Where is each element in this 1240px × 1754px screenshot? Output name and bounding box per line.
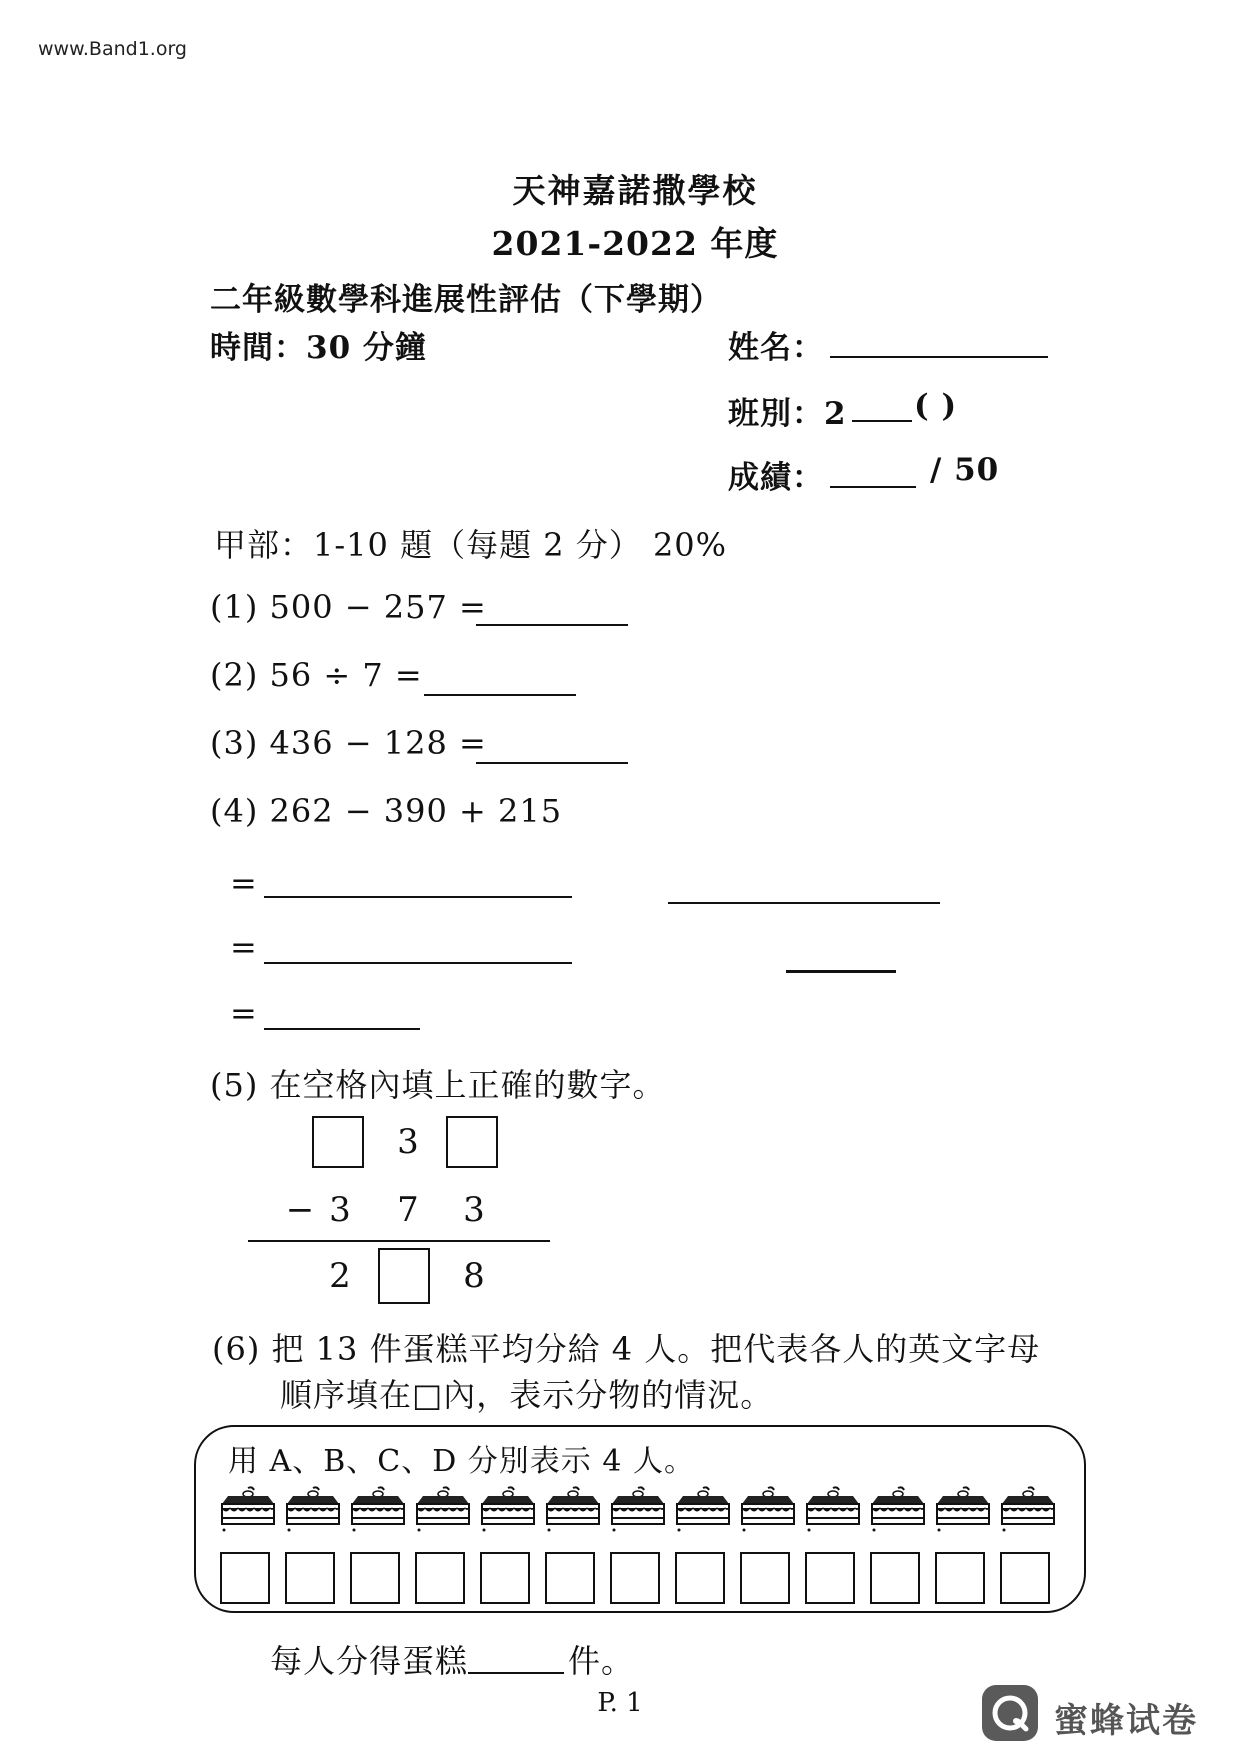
- cake-icon: [868, 1484, 928, 1532]
- cake-answer-box[interactable]: [545, 1552, 595, 1604]
- q5-subtrahend-hundreds: 3: [329, 1190, 351, 1230]
- class-label: 班別：2: [728, 396, 847, 432]
- time-label: 時間：30 分鐘: [210, 330, 427, 366]
- cake-icon: [673, 1484, 733, 1532]
- class-number-paren: ( ): [914, 388, 958, 424]
- cake-icon: [933, 1484, 993, 1532]
- question-4-blank-1[interactable]: [264, 896, 572, 898]
- question-4-equals-1: =: [230, 864, 258, 902]
- question-6-result-prefix: 每人分得蛋糕: [270, 1642, 469, 1680]
- question-3-answer-blank[interactable]: [476, 762, 628, 764]
- q5-result-ones: 8: [463, 1256, 485, 1296]
- cake-answer-box[interactable]: [610, 1552, 660, 1604]
- q5-blank-ones[interactable]: [446, 1116, 498, 1168]
- cake-answer-box[interactable]: [350, 1552, 400, 1604]
- cake-answer-box[interactable]: [805, 1552, 855, 1604]
- score-total: / 50: [930, 452, 1000, 488]
- question-6-line-2: 順序填在□內，表示分物的情況。: [280, 1376, 774, 1414]
- cake-answer-box[interactable]: [1000, 1552, 1050, 1604]
- cake-icon: [283, 1484, 343, 1532]
- cake-icon: [478, 1484, 538, 1532]
- scan-mark-line: [668, 902, 940, 904]
- q5-blank-hundreds[interactable]: [312, 1116, 364, 1168]
- cake-answer-box[interactable]: [285, 1552, 335, 1604]
- question-1: (1) 500 − 257 =: [210, 588, 487, 626]
- q5-minus-sign: −: [285, 1190, 315, 1230]
- watermark-logo-icon: [982, 1685, 1038, 1741]
- question-5: (5) 在空格內填上正確的數字。: [210, 1066, 666, 1104]
- watermark: [982, 1685, 1212, 1745]
- question-3: (3) 436 − 128 =: [210, 724, 487, 762]
- score-label: 成績：: [728, 460, 824, 496]
- cake-answer-box[interactable]: [675, 1552, 725, 1604]
- q5-subtrahend-ones: 3: [463, 1190, 485, 1230]
- score-blank[interactable]: [830, 486, 916, 488]
- question-4-blank-3[interactable]: [264, 1028, 420, 1030]
- question-1-answer-blank[interactable]: [476, 624, 628, 626]
- class-blank[interactable]: [852, 420, 912, 422]
- scan-mark-dash: [786, 970, 896, 973]
- cake-icon: [348, 1484, 408, 1532]
- cake-icon: [803, 1484, 863, 1532]
- cake-icon: [218, 1484, 278, 1532]
- question-6-result-blank[interactable]: [468, 1672, 564, 1674]
- school-name: 天神嘉諾撒學校: [512, 171, 758, 210]
- cake-answer-box[interactable]: [220, 1552, 270, 1604]
- cake-icon: [413, 1484, 473, 1532]
- q5-result-hundreds: 2: [329, 1256, 351, 1296]
- cake-answer-box[interactable]: [740, 1552, 790, 1604]
- question-6-instruction: 用 A、B、C、D 分別表示 4 人。: [228, 1444, 695, 1479]
- cake-answer-box[interactable]: [415, 1552, 465, 1604]
- cake-icon: [608, 1484, 668, 1532]
- cake-answer-box[interactable]: [870, 1552, 920, 1604]
- question-2-answer-blank[interactable]: [424, 694, 576, 696]
- page-number: P. 1: [597, 1688, 643, 1718]
- source-url: www.Band1.org: [38, 38, 187, 60]
- q5-subtrahend-tens: 7: [397, 1190, 419, 1230]
- question-2: (2) 56 ÷ 7 =: [210, 656, 423, 694]
- cake-answer-box[interactable]: [480, 1552, 530, 1604]
- question-4-equals-3: =: [230, 994, 258, 1032]
- exam-title: 二年級數學科進展性評估（下學期）: [210, 282, 722, 318]
- q5-sum-rule: [248, 1240, 550, 1242]
- cake-icon: [998, 1484, 1058, 1532]
- q5-top-tens-digit: 3: [397, 1122, 419, 1162]
- question-4-blank-2[interactable]: [264, 962, 572, 964]
- question-6-result-suffix: 件。: [568, 1642, 635, 1680]
- question-4: (4) 262 − 390 + 215: [210, 792, 563, 830]
- name-blank[interactable]: [830, 356, 1048, 358]
- name-label: 姓名：: [728, 330, 824, 366]
- question-4-equals-2: =: [230, 928, 258, 966]
- watermark-text: 蜜蜂试卷: [1054, 1701, 1198, 1741]
- school-year: 2021-2022 年度: [491, 224, 779, 263]
- q5-blank-result-tens[interactable]: [378, 1248, 430, 1304]
- cake-answer-box[interactable]: [935, 1552, 985, 1604]
- cake-icon: [543, 1484, 603, 1532]
- question-6-line-1: (6) 把 13 件蛋糕平均分給 4 人。把代表各人的英文字母: [212, 1330, 1041, 1368]
- section-a-heading: 甲部：1-10 題（每題 2 分） 20%: [214, 526, 728, 564]
- cake-icon: [738, 1484, 798, 1532]
